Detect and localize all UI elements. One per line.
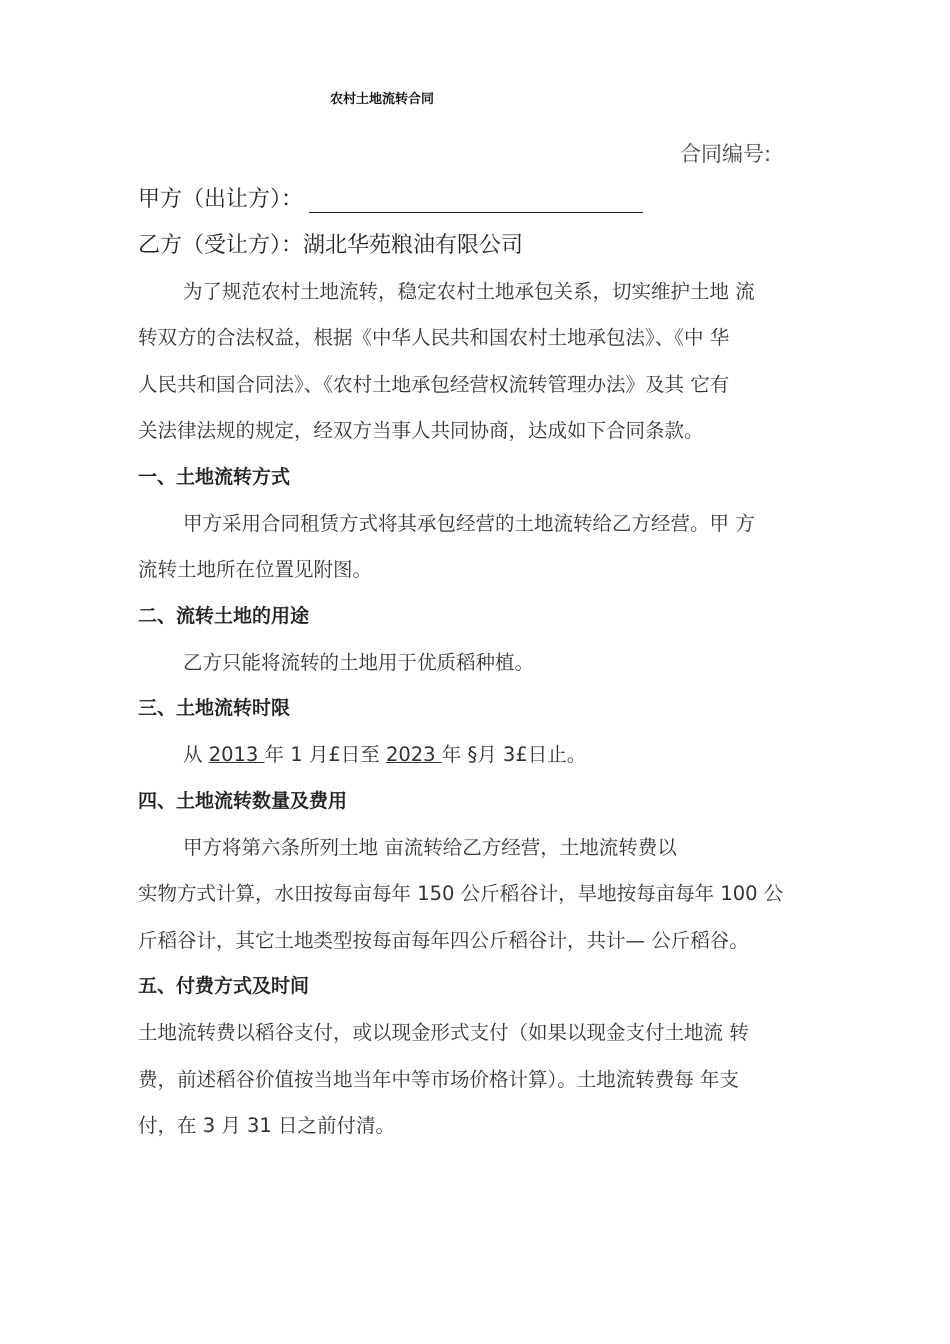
intro-line: 人民共和国合同法》、《农村土地承包经营权流转管理办法》及其 它有 — [138, 373, 730, 396]
section-line: 流转土地所在位置见附图。 — [138, 558, 373, 581]
party-a-label: 甲方（出让方）： — [138, 187, 304, 212]
term-start-year: 2013 — [208, 743, 265, 766]
section-line: 实物方式计算，水田按每亩每年 150 公斤稻谷计，旱地按每亩每年 100 公 — [138, 882, 784, 905]
section-line: 甲方采用合同租赁方式将其承包经营的土地流转给乙方经营。甲 方 — [183, 512, 755, 535]
section-heading: 三、土地流转时限 — [138, 697, 291, 719]
term-mid: 年 1 月£日至 — [264, 743, 386, 766]
section-line: 斤稻谷计，其它土地类型按每亩每年四公斤稻谷计，共计— 公斤稻谷。 — [138, 929, 749, 952]
intro-line: 关法律法规的规定，经双方当事人共同协商，达成如下合同条款。 — [138, 419, 704, 442]
intro-line: 为了规范农村土地流转，稳定农村土地承包关系，切实维护土地 流 — [183, 280, 755, 303]
party-b — [138, 228, 523, 259]
section-line: 土地流转费以稻谷支付，或以现金形式支付（如果以现金支付土地流 转 — [138, 1021, 749, 1044]
section-heading: 一、土地流转方式 — [138, 466, 291, 488]
section-line: 乙方只能将流转的土地用于优质稻种植。 — [183, 651, 535, 674]
term-prefix: 从 — [183, 743, 209, 766]
contract-number-label: 合同编号: — [680, 142, 772, 166]
party-b-label: 乙方（受让方）： — [138, 233, 304, 258]
page-title: 农村土地流转合同 — [330, 92, 435, 107]
section-heading: 二、流转土地的用途 — [138, 605, 310, 627]
section-heading: 五、付费方式及时间 — [138, 975, 310, 997]
section-line: 付，在 3 月 31 日之前付清。 — [138, 1114, 396, 1137]
section-heading: 四、土地流转数量及费用 — [138, 790, 348, 812]
section-line: 甲方将第六条所列土地 亩流转给乙方经营，土地流转费以 — [183, 836, 677, 859]
term-line — [183, 739, 586, 767]
term-suffix: 年 §月 3£日止。 — [441, 743, 587, 766]
section-line: 费，前述稻谷价值按当地当年中等市场价格计算）。土地流转费每 年支 — [138, 1068, 739, 1091]
party-a — [138, 182, 643, 213]
intro-line: 转双方的合法权益，根据《中华人民共和国农村土地承包法》、《中 华 — [138, 326, 730, 349]
term-end-year: 2023 — [385, 743, 442, 766]
party-b-name: 湖北华苑粮油有限公司 — [303, 233, 524, 258]
party-a-blank — [309, 190, 643, 213]
